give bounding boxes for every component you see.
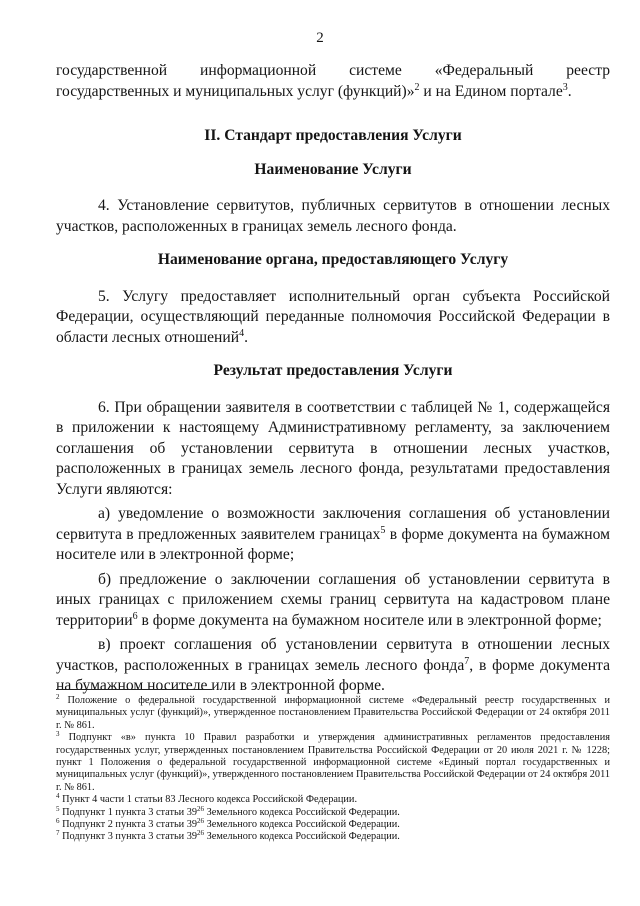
footnotes xyxy=(56,695,610,844)
footnote-ref-4: 4 xyxy=(239,327,245,339)
paragraph-5: 5. Услугу предоставляет исполнительный орган субъекта Российской Федерации, осуществляющий переданные полномочия Российской Федерации в области лесных отношений$^4$. xyxy=(56,287,610,346)
item-c: в) проект соглашения об установлении сервитута в отношении лесных участков, расположенных в границах земель лесного фонда$^7$, в форме документа на бумажном носителе или в электронной форме. xyxy=(56,636,610,694)
footnote-5: $^5$ Подпункт 1 пункта 3 статьи $39^{26}$ Земельного кодекса Российской Федерации. xyxy=(56,804,400,818)
footnote-2: $^2$ Положение о федеральной государственной информационной системе «Федеральный реестр государственных и муниципальных услуг (функций)», утвержденное постановлением Правительства Российской Федерации от 24 октября 2011 г. № 861. xyxy=(56,693,610,731)
footnote-ref-3: 3 xyxy=(562,81,568,93)
footnote-6: $^6$ Подпункт 2 пункта 3 статьи $39^{26}$ Земельного кодекса Российской Федерации. xyxy=(56,817,400,831)
footnote-3: $^3$ Подпункт «в» пункта 10 Правил разработки и утверждения административных регламентов предоставления государственных услуг, утвержденных постановлением Правительства Российской Федерации от 20 июля 2021 г. № 1228; пункт 1 Положения о федеральной государственной информационной системе «Единый портал государственных и муниципальных услуг (функций)», утвержденного постановлением Правительства Российской Федерации от 24 октября 2011 г. № 861. xyxy=(56,730,610,793)
section-title: II. Стандарт предоставления Услуги xyxy=(204,127,462,144)
page-number: 2 xyxy=(316,30,324,46)
footnote-4: $^4$ Пункт 4 части 1 статьи 83 Лесного кодекса Российской Федерации. xyxy=(56,792,358,806)
continuation-paragraph: государственной информационной системе «Федеральный реестр государственных и муниципальных услуг (функций)»$^2$ и на Едином портале$^3$. xyxy=(56,62,610,100)
document-body xyxy=(56,61,610,697)
footnote-separator xyxy=(56,689,212,690)
paragraph-6: 6. При обращении заявителя в соответствии с таблицей № 1, содержащейся в приложении к настоящему Административному регламенту, за заключением соглашения об установлении сервитута в отношении лесных участков, расположенных в границах земель лесного фонда, результатами предоставления Услуги являются: xyxy=(56,398,610,498)
heading-authority: Наименование органа, предоставляющего Услугу xyxy=(157,251,509,268)
footnote-7: $^7$ Подпункт 3 пункта 3 статьи $39^{26}$ Земельного кодекса Российской Федерации. xyxy=(56,829,400,843)
heading-service-name: Наименование Услуги xyxy=(254,160,412,178)
footnote-ref-5: 5 xyxy=(380,524,386,536)
item-b: б) предложение о заключении соглашения об установлении сервитута в иных границах с приложением схемы границ сервитута на кадастровом плане территории$^6$ в форме документа на бумажном носителе или в электронной форме; xyxy=(56,570,610,629)
footnote-ref-2: 2 xyxy=(414,81,420,93)
paragraph-4: 4. Установление сервитутов, публичных сервитутов в отношении лесных участков, расположенных в границах земель лесного фонда. xyxy=(56,197,610,235)
footnote-ref-6: 6 xyxy=(132,610,138,622)
item-a: а) уведомление о возможности заключения соглашения об установлении сервитута в предложенных заявителем границах$^5$ в форме документа на бумажном носителе или в электронной форме; xyxy=(56,505,610,563)
heading-result: Результат предоставления Услуги xyxy=(213,362,453,379)
footnote-ref-7: 7 xyxy=(464,655,470,667)
